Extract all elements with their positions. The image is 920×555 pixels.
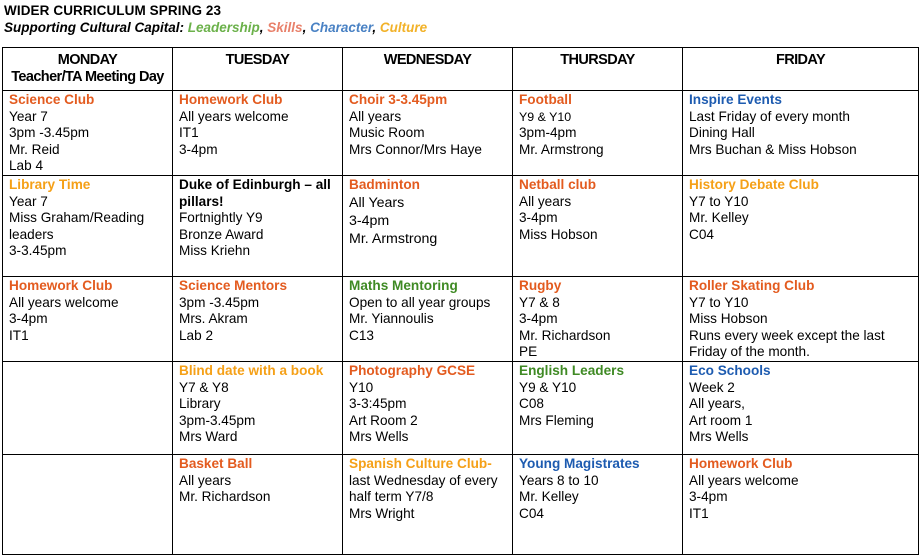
activity-detail: All Years	[349, 194, 405, 211]
activity-title: Inspire Events	[689, 92, 782, 107]
activity-detail: 3pm -3.45pm	[179, 294, 260, 310]
activity-detail: C13	[349, 327, 374, 343]
activity-cell-thursday	[513, 276, 683, 361]
activity-detail: Dining Hall	[689, 125, 755, 141]
activity-detail: IT1	[9, 327, 29, 343]
activity-cell-tuesday	[173, 361, 343, 454]
activity-title: Photography GCSE	[349, 362, 476, 378]
activity-detail: Mr. Yiannoulis	[349, 311, 434, 327]
day-header-wednesday: WEDNESDAY	[343, 48, 513, 91]
activity-detail: Runs every week except the last Friday of the month.	[689, 327, 885, 360]
activity-cell-friday	[683, 175, 919, 276]
page-header	[4, 2, 427, 36]
activity-detail: Mrs Buchan & Miss Hobson	[689, 141, 857, 157]
activity-detail: Mr. Richardson	[519, 327, 611, 343]
page-title: WIDER CURRICULUM SPRING 23	[4, 3, 222, 18]
activity-detail: Last Friday of every month	[689, 108, 850, 124]
activity-cell-monday	[3, 454, 173, 554]
activity-detail: 3-3:45pm	[349, 396, 407, 412]
activity-detail: All years welcome	[9, 294, 119, 310]
activity-detail: Miss Kriehn	[179, 243, 251, 259]
activity-title: Eco Schools	[689, 362, 771, 378]
activity-title: Blind date with a book	[179, 362, 324, 378]
activity-detail: Mrs Fleming	[519, 412, 594, 428]
activity-title: Basket Ball	[179, 455, 253, 471]
activity-title: Football	[519, 92, 572, 107]
activity-detail: Lab 4	[9, 158, 44, 174]
activity-detail: Mr. Armstrong	[519, 141, 604, 157]
activity-cell-wednesday	[343, 454, 513, 554]
day-header-thursday: THURSDAY	[513, 48, 683, 91]
activity-cell-friday	[683, 91, 919, 176]
capital-labels	[188, 20, 427, 35]
activity-detail: Y10	[349, 379, 374, 395]
activity-detail: Week 2	[689, 379, 735, 395]
activity-detail: 3-4pm	[179, 141, 218, 157]
activity-detail: Mrs. Akram	[179, 311, 248, 327]
day-header-friday: FRIDAY	[683, 48, 919, 91]
activity-title: Homework Club	[9, 277, 113, 293]
activity-detail: Bronze Award	[179, 226, 264, 242]
activity-detail: C04	[689, 226, 714, 242]
activity-title: English Leaders	[519, 362, 625, 378]
activity-detail: Lab 2	[179, 327, 214, 343]
activity-cell-tuesday	[173, 91, 343, 176]
activity-cell-wednesday	[343, 91, 513, 176]
activity-cell-friday	[683, 361, 919, 454]
activity-title: Science Mentors	[179, 277, 288, 293]
activity-title: Rugby	[519, 277, 562, 293]
activity-detail: Mrs Ward	[179, 429, 238, 445]
capital-label: Leadership	[187, 20, 260, 35]
activity-detail: Mrs Wells	[689, 429, 749, 445]
activity-detail: Music Room	[349, 125, 425, 141]
capital-label: Skills	[267, 20, 303, 35]
activity-detail: All years	[519, 193, 572, 209]
timetable	[2, 47, 919, 555]
activity-detail: Art room 1	[689, 412, 753, 428]
activity-detail: Mr. Armstrong	[349, 230, 438, 247]
activity-detail: 3pm -3.45pm	[9, 125, 90, 141]
activity-cell-monday	[3, 175, 173, 276]
capital-label: ,	[372, 20, 380, 35]
activity-detail: Open to all year groups	[349, 294, 491, 310]
activity-cell-friday	[683, 454, 919, 554]
activity-title: Roller Skating Club	[689, 277, 815, 293]
activity-cell-wednesday	[343, 361, 513, 454]
activity-cell-tuesday	[173, 454, 343, 554]
capital-label: Culture	[379, 20, 428, 35]
activity-detail: Miss Hobson	[689, 311, 768, 327]
activity-detail: Art Room 2	[349, 412, 418, 428]
timetable-row	[3, 454, 919, 554]
activity-detail: Mrs Wells	[349, 429, 409, 445]
activity-cell-thursday	[513, 361, 683, 454]
activity-detail: All years welcome	[179, 108, 289, 124]
activity-detail: All years	[349, 108, 402, 124]
activity-title: Choir 3-3.45pm	[349, 92, 448, 107]
activity-detail: 3-4pm	[519, 210, 558, 226]
activity-detail: All years	[179, 472, 232, 488]
activity-detail: 3-4pm	[519, 311, 558, 327]
activity-detail: C08	[519, 396, 544, 412]
activity-cell-monday	[3, 276, 173, 361]
activity-detail: Mr. Richardson	[179, 489, 271, 505]
activity-detail: IT1	[179, 125, 199, 141]
activity-detail: last Wednesday of every half term Y7/8	[349, 472, 498, 505]
activity-title: Young Magistrates	[519, 455, 640, 471]
activity-title: Spanish Culture Club-	[349, 455, 492, 471]
activity-cell-friday	[683, 276, 919, 361]
activity-detail: 3-4pm	[9, 311, 48, 327]
activity-detail: 3pm-4pm	[519, 125, 577, 141]
activity-detail: 3-4pm	[689, 489, 728, 505]
activity-title: Science Club	[9, 92, 95, 107]
activity-cell-thursday	[513, 175, 683, 276]
activity-detail: C04	[519, 505, 544, 521]
activity-detail: IT1	[689, 505, 709, 521]
activity-cell-monday	[3, 91, 173, 176]
activity-detail: Mr. Kelley	[689, 210, 749, 226]
activity-title: Homework Club	[179, 92, 283, 107]
activity-detail: Y7 & Y8	[179, 379, 229, 395]
day-header-tuesday: TUESDAY	[173, 48, 343, 91]
timetable-row	[3, 276, 919, 361]
activity-detail: Y9 & Y10	[519, 379, 577, 395]
activity-detail: Mrs Connor/Mrs Haye	[349, 141, 482, 157]
activity-title: Homework Club	[689, 455, 793, 471]
activity-title: Badminton	[349, 176, 420, 192]
activity-title: Duke of Edinburgh – all pillars!	[179, 176, 331, 209]
activity-detail: Mrs Wright	[349, 505, 415, 521]
activity-detail: All years welcome	[689, 472, 799, 488]
activity-detail: 3-3.45pm	[9, 243, 67, 259]
activity-cell-tuesday	[173, 175, 343, 276]
capital-label: ,	[259, 20, 268, 35]
activity-title: Maths Mentoring	[349, 277, 458, 293]
activity-detail: Y7 to Y10	[689, 294, 749, 310]
day-header-row	[3, 48, 919, 91]
activity-cell-monday	[3, 361, 173, 454]
activity-title: Library Time	[9, 176, 91, 192]
activity-detail: Year 7	[9, 193, 48, 209]
activity-cell-tuesday	[173, 276, 343, 361]
activity-detail: Mr. Reid	[9, 141, 60, 157]
activity-detail: 3pm-3.45pm	[179, 412, 256, 428]
activity-cell-wednesday	[343, 175, 513, 276]
activity-detail: Year 7	[9, 108, 48, 124]
activity-title: Netball club	[519, 176, 597, 192]
cultural-capital-subtitle	[4, 19, 427, 36]
capital-label: Character	[310, 20, 373, 35]
activity-title: History Debate Club	[689, 176, 819, 192]
activity-detail: Y7 to Y10	[689, 193, 749, 209]
activity-detail: PE	[519, 344, 538, 360]
activity-detail: Years 8 to 10	[519, 472, 599, 488]
timetable-row	[3, 175, 919, 276]
activity-detail: 3-4pm	[349, 212, 390, 229]
timetable-row	[3, 361, 919, 454]
activity-detail: Mr. Kelley	[519, 489, 579, 505]
activity-detail: Fortnightly Y9	[179, 210, 263, 226]
capital-label: ,	[302, 20, 311, 35]
activity-detail: Y7 & 8	[519, 294, 560, 310]
timetable-row	[3, 91, 919, 176]
activity-cell-thursday	[513, 91, 683, 176]
activity-cell-wednesday	[343, 276, 513, 361]
activity-cell-thursday	[513, 454, 683, 554]
subtitle-prefix: Supporting Cultural Capital:	[4, 20, 188, 35]
activity-detail: Miss Graham/Reading leaders	[9, 210, 145, 242]
activity-detail: All years,	[689, 396, 745, 412]
activity-detail: Miss Hobson	[519, 226, 598, 242]
day-header-monday: MONDAY Teacher/TA Meeting Day	[3, 48, 173, 91]
activity-detail: Library	[179, 396, 221, 412]
activity-detail: Y9 & Y10	[519, 109, 572, 124]
